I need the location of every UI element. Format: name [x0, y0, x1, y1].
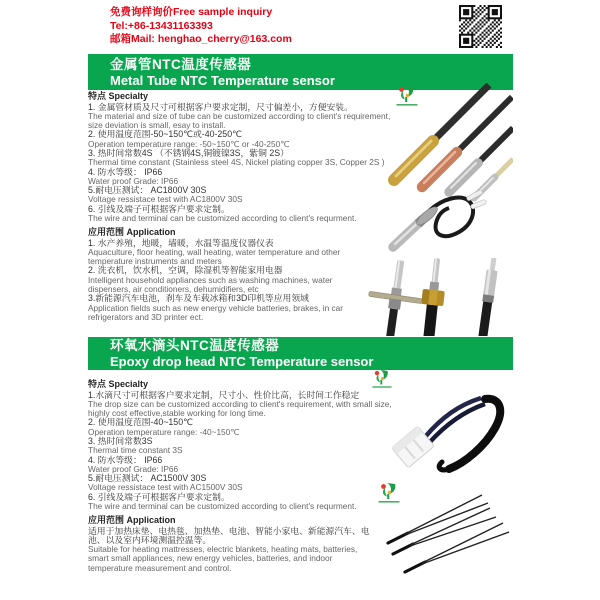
spec-line: highly cost effective,stable working for long time. [88, 408, 266, 419]
spec-line: Thermal time constant 3S [88, 445, 183, 456]
app-line: smart small appliances, new energy vehicles, batteries, and indoor [88, 553, 333, 564]
epoxy-title-zh: 环氧水滴头NTC温度传感器 [110, 338, 280, 353]
threaded-probes-photo [365, 258, 515, 336]
spec-line: Voltage ressistace test with AC1800V 30S [88, 194, 243, 205]
specialty-heading: 特点 Specialty [88, 379, 149, 389]
spec-line: Water proof Grade: IP66 [88, 463, 179, 474]
application-heading: 应用范围 Application [88, 515, 176, 525]
spade-terminal-icon [470, 199, 487, 209]
spec-line: Operation temperature range: -50~150℃ or -40-250℃ [88, 138, 290, 149]
spec-line: 6. 引线及端子可根据客户要求定制。 [88, 203, 230, 214]
epoxy-banner [88, 337, 513, 370]
spec-line: 1. 金属管材质及尺寸可根据客户要求定制，尺寸偏差小，方便安装。 [88, 101, 353, 112]
company-logo-icon [395, 85, 419, 107]
epoxy-drop-sensor-photo [387, 375, 513, 479]
spec-line: Thermal time constant (Stainless steel 4S, Nickel plating copper 3S, Copper 2S ) [88, 157, 385, 168]
metal-tube-title-en: Metal Tube NTC Temperature sensor [110, 73, 335, 88]
specialty-heading: 特点 Specialty [88, 91, 149, 101]
spec-line: 3. 热时间常数4S （不锈钢4S,铜镀镍3S，紫铜 2S） [88, 147, 289, 158]
spec-line: 2. 使用温度范围-40~150℃ [88, 417, 193, 428]
spec-line: 2. 使用温度范围-50~150℃或-40-250℃ [88, 129, 242, 140]
spec-line: 4. 防水等级： IP66 [88, 166, 163, 177]
contact-block [110, 6, 292, 47]
app-line: 3.新能源汽车电池，刹车及车载冰箱和3D印机等应用领域 [88, 293, 309, 304]
spec-line: The wire and terminal can be customized according to client's requrment. [88, 501, 357, 512]
spec-line: 5.耐电压测试： AC1500V 30S [88, 473, 207, 484]
spec-line: Water proof Grade: IP66 [88, 175, 179, 186]
free-sample-line: 免费询样询价Free sample inquiry [110, 6, 273, 18]
app-line: 1. 水产养殖，地暖，墙暖，水温等温度仪器仪表 [88, 237, 274, 248]
epoxy-specialty-section [88, 379, 398, 511]
app-line: Application fields such as new energy vehicle batteries, brakes, in car [88, 302, 344, 313]
phone-line: Tel:+86-13431163393 [110, 19, 213, 32]
spec-line: The wire and terminal can be customized according to client's requrment. [88, 213, 357, 224]
spec-line: 5.耐电压测试： AC1800V 30S [88, 185, 207, 196]
spec-line: 6. 引线及端子可根据客户要求定制。 [88, 491, 230, 502]
spec-line: Operation temperature range: -40~150℃ [88, 426, 240, 437]
app-line: refrigerators and 3D printer ect. [88, 311, 204, 322]
epoxy-title-en: Epoxy drop head NTC Temperature sensor [110, 354, 374, 369]
app-line: 池、以及室内环境测温控温等。 [88, 534, 212, 545]
app-line: temperature instruments and meters [88, 256, 222, 267]
spec-line: 3. 热时间常数3S [88, 435, 153, 446]
spec-line: The drop size can be customized according to client's requirement, with small size, [88, 398, 392, 409]
spec-line: 4. 防水等级： IP66 [88, 454, 163, 465]
app-line: Intelligent household appliances such as washing machines, water [88, 274, 333, 285]
email-line: 邮箱Mail: henghao_cherry@163.com [110, 33, 292, 45]
app-line: dispensers, air conditioners, dehumidifiers, etc [88, 283, 259, 294]
company-logo-icon [377, 482, 401, 504]
app-line: Aquaculture, floor heating, wall heating, water temperature and other [88, 246, 341, 257]
app-line: temperature measurement and control. [88, 562, 232, 573]
metal-tube-specialty-section [88, 91, 398, 223]
qr-code [459, 5, 502, 48]
flanged-probe-photo [385, 190, 491, 258]
spec-line: 1.水滴尺寸可根据客户要求定制，尺寸小、性价比高，长时间工作稳定 [88, 389, 360, 400]
epoxy-application-section [88, 515, 398, 573]
company-logo-icon [371, 369, 395, 391]
app-line: 适用于加热床垫、电热毯、加热垫、电池、智能小家电、新能源汽车、电 [88, 525, 370, 536]
spec-line: Voltage ressistace test with AC1500V 30S [88, 482, 243, 493]
metal-tube-application-section [88, 227, 398, 322]
app-line: 2. 洗衣机，饮水机，空调，除湿机等智能家用电器 [88, 265, 283, 276]
application-heading: 应用范围 Application [88, 227, 176, 237]
spade-terminal-icon [466, 190, 483, 201]
app-line: Suitable for heating mattresses, electric blankets, heating mats, batteries, [88, 544, 358, 555]
spec-line: The material and size of tube can be customized according to client's requirement, [88, 110, 391, 121]
spec-line: size deviation is small, esay to install. [88, 120, 226, 131]
metal-tube-title-zh: 金属管NTC温度传感器 [110, 57, 252, 72]
